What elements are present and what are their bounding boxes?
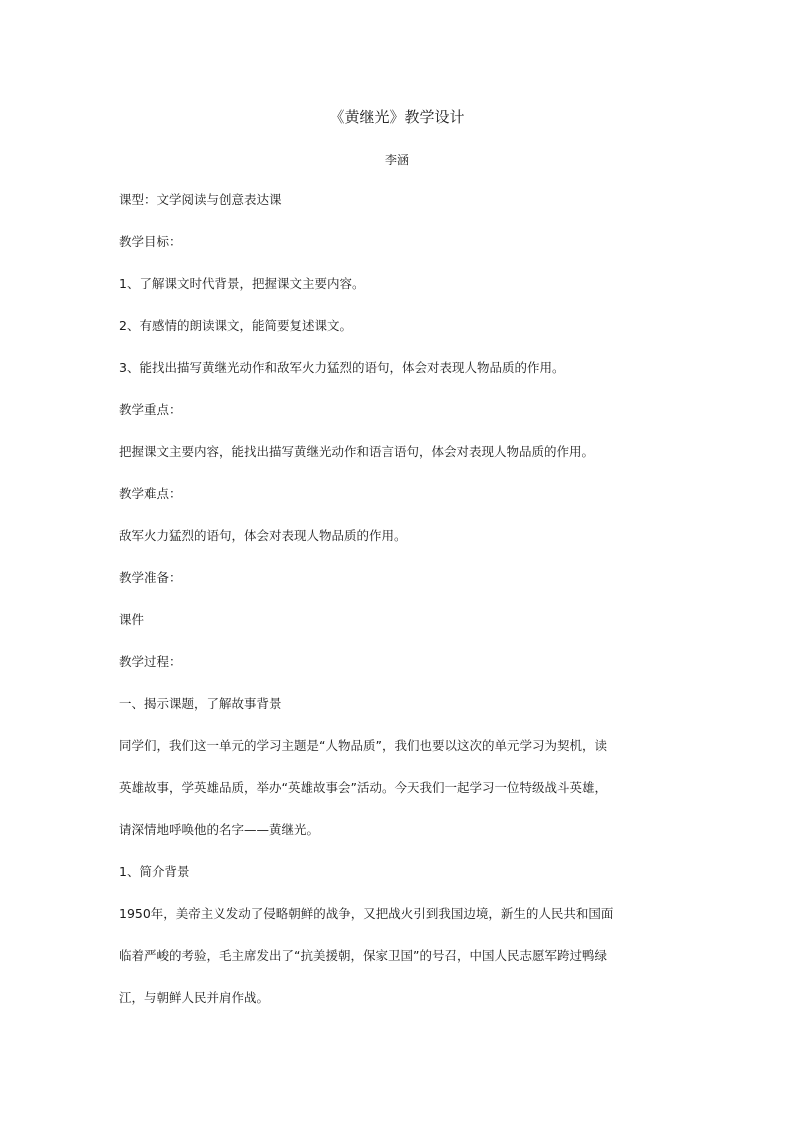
document-title: 《黄继光》教学设计	[329, 108, 465, 126]
process-step-1-heading: 一、揭示课题，了解故事背景	[119, 696, 282, 711]
document-author: 李涵	[384, 153, 409, 167]
difficulties-text: 敌军火力猛烈的语句，体会对表现人物品质的作用。	[119, 528, 407, 543]
lesson-type-line: 课型：文学阅读与创意表达课	[119, 192, 282, 207]
objective-item-1: 1、了解课文时代背景，把握课文主要内容。	[119, 276, 365, 291]
paragraph-line: 1950年，美帝主义发动了侵略朝鲜的战争，又把战火引到我国边境，新生的人民共和国面	[119, 906, 614, 921]
key-points-text: 把握课文主要内容，能找出描写黄继光动作和语言语句，体会对表现人物品质的作用。	[119, 444, 595, 459]
section-heading-key-points: 教学重点：	[119, 402, 182, 417]
section-heading-preparation: 教学准备：	[119, 570, 182, 585]
section-heading-difficulties: 教学难点：	[119, 486, 182, 501]
objective-item-2: 2、有感情的朗读课文，能简要复述课文。	[119, 318, 352, 333]
section-heading-process: 教学过程：	[119, 654, 182, 669]
paragraph-line: 同学们，我们这一单元的学习主题是“人物品质”，我们也要以这次的单元学习为契机，读	[119, 738, 607, 753]
paragraph-line: 请深情地呼唤他的名字——黄继光。	[119, 822, 320, 837]
paragraph-line: 临着严峻的考验，毛主席发出了“抗美援朝，保家卫国”的号召，中国人民志愿军跨过鸭绿	[119, 948, 607, 963]
paragraph-line: 英雄故事，学英雄品质，举办“英雄故事会”活动。今天我们一起学习一位特级战斗英雄，	[119, 780, 607, 795]
paragraph-line: 江，与朝鲜人民并肩作战。	[119, 990, 270, 1005]
preparation-text: 课件	[119, 612, 145, 627]
sub-heading-background: 1、简介背景	[119, 864, 190, 879]
objective-item-3: 3、能找出描写黄继光动作和敌军火力猛烈的语句，体会对表现人物品质的作用。	[119, 360, 565, 375]
section-heading-objectives: 教学目标：	[119, 234, 182, 249]
